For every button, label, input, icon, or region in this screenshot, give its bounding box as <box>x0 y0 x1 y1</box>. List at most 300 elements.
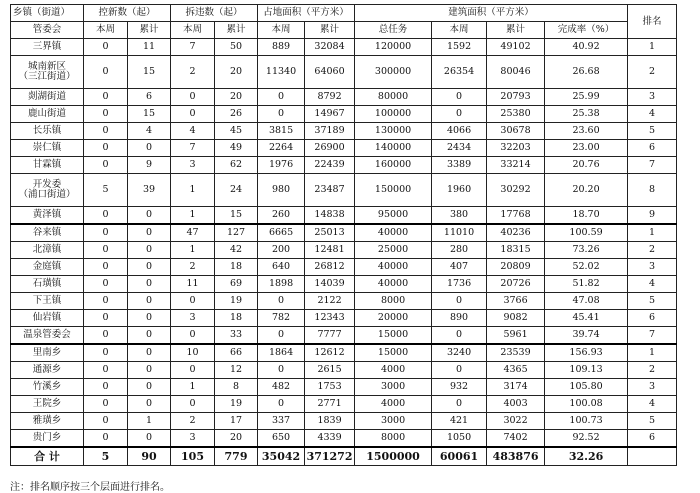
table-header <box>11 5 677 39</box>
completion-rate-cell: 23.60 <box>545 123 628 140</box>
demolish-header: 拆违数（起） <box>171 5 258 22</box>
build-area-week-cell: 4066 <box>432 123 487 140</box>
new-control-cumulative-cell: 0 <box>128 242 171 259</box>
town-name-cell: 三界镇 <box>11 39 84 56</box>
build-area-week-cell: 0 <box>432 362 487 379</box>
land-area-cumulative-cell: 14967 <box>305 106 355 123</box>
town-name-cell: 贵门乡 <box>11 430 84 448</box>
new-control-week-cell: 0 <box>84 396 128 413</box>
total-task-cell: 95000 <box>355 207 432 225</box>
land-area-week-cell: 3815 <box>258 123 305 140</box>
land-area-week-cell: 640 <box>258 259 305 276</box>
footnote: 注：排名顺序按三个层面进行排名。 <box>10 482 170 493</box>
demolish-week-cell: 1 <box>171 174 215 207</box>
build-area-cumulative-cell: 80046 <box>487 56 545 89</box>
rank-cell: 2 <box>628 242 677 259</box>
new-control-week-cell: 0 <box>84 413 128 430</box>
rank-cell: 5 <box>628 293 677 310</box>
table-row <box>11 140 677 157</box>
demolish-week-cell: 0 <box>171 362 215 379</box>
new-control-cumulative-cell: 15 <box>128 56 171 89</box>
table-row <box>11 327 677 345</box>
build-area-week-cell: 0 <box>432 293 487 310</box>
completion-rate-cell: 32.26 <box>545 447 628 466</box>
new-control-cumulative-cell: 0 <box>128 224 171 242</box>
table-row <box>11 362 677 379</box>
new-control-week-cell: 0 <box>84 259 128 276</box>
new-control-week-cell: 0 <box>84 106 128 123</box>
new-control-week-cell: 5 <box>84 447 128 466</box>
table-row <box>11 174 677 207</box>
new-control-cumulative-cell: 1 <box>128 413 171 430</box>
land-area-week-cell: 260 <box>258 207 305 225</box>
new-control-week-cell: 0 <box>84 89 128 106</box>
land-area-week-cell: 980 <box>258 174 305 207</box>
new-control-cumulative-cell: 0 <box>128 310 171 327</box>
land-area-cumulative-cell: 371272 <box>305 447 355 466</box>
town-name-cell: 崇仁镇 <box>11 140 84 157</box>
demolish-week-cell: 2 <box>171 413 215 430</box>
build-area-cumulative-cell: 25380 <box>487 106 545 123</box>
land-area-week-cell: 35042 <box>258 447 305 466</box>
demolish-cumulative-cell: 127 <box>215 224 258 242</box>
demolish-cumulative-cell: 26 <box>215 106 258 123</box>
demolish-week-cell: 105 <box>171 447 215 466</box>
build-area-week-cell: 890 <box>432 310 487 327</box>
land-area-cumulative-cell: 12612 <box>305 344 355 362</box>
new-control-week-cell: 0 <box>84 140 128 157</box>
demolish-cumulative-cell: 17 <box>215 413 258 430</box>
demolish-week-cell: 1 <box>171 379 215 396</box>
demolish-week-cell: 11 <box>171 276 215 293</box>
new-control-week-cell: 0 <box>84 157 128 174</box>
land-area-cumulative-cell: 26900 <box>305 140 355 157</box>
build-area-week-cell: 0 <box>432 89 487 106</box>
table-row <box>11 157 677 174</box>
town-name-cell: 雅璜乡 <box>11 413 84 430</box>
total-task-cell: 40000 <box>355 276 432 293</box>
land-area-week-cell: 1898 <box>258 276 305 293</box>
town-name-cell: 开发委 （浦口街道） <box>11 174 84 207</box>
land-area-cumulative-cell: 22439 <box>305 157 355 174</box>
rank-cell <box>628 447 677 466</box>
total-task-cell: 40000 <box>355 259 432 276</box>
table-row <box>11 396 677 413</box>
total-task-cell: 120000 <box>355 39 432 56</box>
demolition-report-table <box>10 4 677 466</box>
rank-cell: 7 <box>628 327 677 345</box>
rank-cell: 2 <box>628 362 677 379</box>
new-control-week-cell: 0 <box>84 362 128 379</box>
total-task-cell: 140000 <box>355 140 432 157</box>
town-name-cell: 北漳镇 <box>11 242 84 259</box>
total-row <box>11 447 677 466</box>
town-name-cell: 城南新区 （三江街道） <box>11 56 84 89</box>
build-area-week-cell: 380 <box>432 207 487 225</box>
completion-rate-cell: 73.26 <box>545 242 628 259</box>
demolish-week-cell: 0 <box>171 106 215 123</box>
subheader-week: 本周 <box>84 22 128 39</box>
build-area-cumulative-cell: 30292 <box>487 174 545 207</box>
completion-rate-cell: 25.38 <box>545 106 628 123</box>
table-row <box>11 293 677 310</box>
table-row <box>11 106 677 123</box>
demolish-cumulative-cell: 49 <box>215 140 258 157</box>
demolish-cumulative-cell: 62 <box>215 157 258 174</box>
land-area-week-cell: 650 <box>258 430 305 448</box>
build-area-cumulative-cell: 32203 <box>487 140 545 157</box>
demolish-week-cell: 2 <box>171 259 215 276</box>
build-area-week-cell: 0 <box>432 396 487 413</box>
land-area-cumulative-cell: 14838 <box>305 207 355 225</box>
rank-cell: 7 <box>628 157 677 174</box>
rank-cell: 6 <box>628 430 677 448</box>
land-area-week-cell: 0 <box>258 362 305 379</box>
build-area-cumulative-cell: 3766 <box>487 293 545 310</box>
build-area-cumulative-cell: 9082 <box>487 310 545 327</box>
total-task-cell: 4000 <box>355 362 432 379</box>
completion-rate-cell: 40.92 <box>545 39 628 56</box>
completion-rate-cell: 18.70 <box>545 207 628 225</box>
land-area-week-cell: 1976 <box>258 157 305 174</box>
demolish-cumulative-cell: 20 <box>215 89 258 106</box>
table-row <box>11 276 677 293</box>
land-area-week-cell: 0 <box>258 396 305 413</box>
total-task-cell: 4000 <box>355 396 432 413</box>
land-area-cumulative-cell: 1753 <box>305 379 355 396</box>
land-area-week-cell: 2264 <box>258 140 305 157</box>
demolish-cumulative-cell: 69 <box>215 276 258 293</box>
demolish-cumulative-cell: 8 <box>215 379 258 396</box>
table-row <box>11 344 677 362</box>
rank-cell: 1 <box>628 39 677 56</box>
table-row <box>11 379 677 396</box>
new-control-cumulative-cell: 39 <box>128 174 171 207</box>
build-area-week-cell: 280 <box>432 242 487 259</box>
new-control-week-cell: 0 <box>84 293 128 310</box>
land-area-cumulative-cell: 12481 <box>305 242 355 259</box>
table-row <box>11 413 677 430</box>
demolish-week-cell: 1 <box>171 207 215 225</box>
build-area-week-cell: 11010 <box>432 224 487 242</box>
build-area-cumulative-cell: 18315 <box>487 242 545 259</box>
completion-rate-cell: 25.99 <box>545 89 628 106</box>
build-area-cumulative-cell: 20793 <box>487 89 545 106</box>
land-area-cumulative-cell: 2122 <box>305 293 355 310</box>
new-control-cumulative-cell: 0 <box>128 327 171 345</box>
table-body <box>11 39 677 466</box>
rank-cell: 8 <box>628 174 677 207</box>
completion-rate-cell: 100.59 <box>545 224 628 242</box>
demolish-cumulative-cell: 19 <box>215 396 258 413</box>
demolish-cumulative-cell: 45 <box>215 123 258 140</box>
build-area-week-cell: 421 <box>432 413 487 430</box>
land-area-week-cell: 0 <box>258 293 305 310</box>
table-row <box>11 224 677 242</box>
land-area-cumulative-cell: 1839 <box>305 413 355 430</box>
new-control-cumulative-cell: 0 <box>128 293 171 310</box>
rank-cell: 1 <box>628 224 677 242</box>
land-area-week-cell: 200 <box>258 242 305 259</box>
build-area-week-cell: 3240 <box>432 344 487 362</box>
subheader-week: 本周 <box>432 22 487 39</box>
demolish-cumulative-cell: 779 <box>215 447 258 466</box>
total-task-cell: 40000 <box>355 224 432 242</box>
rank-cell: 1 <box>628 344 677 362</box>
land-area-cumulative-cell: 2615 <box>305 362 355 379</box>
new-control-week-cell: 0 <box>84 56 128 89</box>
build-area-cumulative-cell: 3174 <box>487 379 545 396</box>
demolish-cumulative-cell: 12 <box>215 362 258 379</box>
new-control-week-cell: 0 <box>84 123 128 140</box>
new-control-cumulative-cell: 0 <box>128 344 171 362</box>
completion-rate-cell: 156.93 <box>545 344 628 362</box>
build-area-cumulative-cell: 20726 <box>487 276 545 293</box>
build-area-cumulative-cell: 20809 <box>487 259 545 276</box>
town-name-cell: 金庭镇 <box>11 259 84 276</box>
total-task-cell: 80000 <box>355 89 432 106</box>
town-name-cell: 谷来镇 <box>11 224 84 242</box>
rank-cell: 4 <box>628 396 677 413</box>
new-control-cumulative-cell: 0 <box>128 207 171 225</box>
total-task-cell: 15000 <box>355 327 432 345</box>
build-area-cumulative-cell: 23539 <box>487 344 545 362</box>
land-area-week-cell: 11340 <box>258 56 305 89</box>
demolish-cumulative-cell: 42 <box>215 242 258 259</box>
rank-cell: 6 <box>628 140 677 157</box>
total-task-cell: 15000 <box>355 344 432 362</box>
subheader-cumulative: 累计 <box>305 22 355 39</box>
demolish-cumulative-cell: 50 <box>215 39 258 56</box>
demolish-week-cell: 7 <box>171 39 215 56</box>
town-name-cell: 下王镇 <box>11 293 84 310</box>
town-header: 乡镇（街道） <box>11 5 84 22</box>
build-area-cumulative-cell: 49102 <box>487 39 545 56</box>
rank-cell: 3 <box>628 259 677 276</box>
total-task-cell: 8000 <box>355 293 432 310</box>
demolish-week-cell: 3 <box>171 157 215 174</box>
total-task-cell: 20000 <box>355 310 432 327</box>
new-control-cumulative-cell: 0 <box>128 276 171 293</box>
build-area-cumulative-cell: 4365 <box>487 362 545 379</box>
build-area-week-cell: 1050 <box>432 430 487 448</box>
table-row <box>11 56 677 89</box>
build-area-week-cell: 1960 <box>432 174 487 207</box>
build-area-cumulative-cell: 7402 <box>487 430 545 448</box>
demolish-cumulative-cell: 18 <box>215 310 258 327</box>
completion-rate-cell: 23.00 <box>545 140 628 157</box>
build-area-week-cell: 1592 <box>432 39 487 56</box>
rank-cell: 4 <box>628 276 677 293</box>
demolish-week-cell: 0 <box>171 89 215 106</box>
new-control-cumulative-cell: 0 <box>128 259 171 276</box>
build-area-cumulative-cell: 40236 <box>487 224 545 242</box>
demolish-cumulative-cell: 24 <box>215 174 258 207</box>
rank-cell: 4 <box>628 106 677 123</box>
completion-rate-cell: 105.80 <box>545 379 628 396</box>
land-area-header: 占地面积（平方米） <box>258 5 355 22</box>
new-control-cumulative-cell: 11 <box>128 39 171 56</box>
completion-rate-cell: 47.08 <box>545 293 628 310</box>
new-control-week-cell: 0 <box>84 327 128 345</box>
build-area-week-cell: 3389 <box>432 157 487 174</box>
build-area-week-cell: 2434 <box>432 140 487 157</box>
new-control-week-cell: 0 <box>84 430 128 448</box>
subheader-cumulative: 累计 <box>215 22 258 39</box>
completion-rate-cell: 100.08 <box>545 396 628 413</box>
land-area-week-cell: 6665 <box>258 224 305 242</box>
build-area-cumulative-cell: 33214 <box>487 157 545 174</box>
build-area-week-cell: 0 <box>432 106 487 123</box>
town-name-cell: 仙岩镇 <box>11 310 84 327</box>
completion-rate-cell: 20.76 <box>545 157 628 174</box>
demolish-week-cell: 3 <box>171 310 215 327</box>
build-area-week-cell: 60061 <box>432 447 487 466</box>
land-area-week-cell: 482 <box>258 379 305 396</box>
new-control-cumulative-cell: 0 <box>128 379 171 396</box>
town-name-cell: 王院乡 <box>11 396 84 413</box>
table-row <box>11 39 677 56</box>
land-area-cumulative-cell: 7777 <box>305 327 355 345</box>
town-header-sub: 管委会 <box>11 22 84 39</box>
demolish-week-cell: 4 <box>171 123 215 140</box>
demolish-week-cell: 0 <box>171 293 215 310</box>
build-area-week-cell: 932 <box>432 379 487 396</box>
land-area-week-cell: 0 <box>258 327 305 345</box>
new-control-week-cell: 0 <box>84 344 128 362</box>
table-row <box>11 123 677 140</box>
table-row <box>11 207 677 225</box>
land-area-week-cell: 1864 <box>258 344 305 362</box>
rank-cell: 3 <box>628 379 677 396</box>
town-name-cell: 温泉管委会 <box>11 327 84 345</box>
demolish-week-cell: 47 <box>171 224 215 242</box>
build-area-cumulative-cell: 17768 <box>487 207 545 225</box>
rank-cell: 3 <box>628 89 677 106</box>
new-control-cumulative-cell: 0 <box>128 140 171 157</box>
new-control-cumulative-cell: 4 <box>128 123 171 140</box>
build-area-cumulative-cell: 30678 <box>487 123 545 140</box>
demolish-cumulative-cell: 33 <box>215 327 258 345</box>
table-row <box>11 430 677 448</box>
subheader-cumulative: 累计 <box>487 22 545 39</box>
demolish-week-cell: 2 <box>171 56 215 89</box>
new-control-week-cell: 0 <box>84 224 128 242</box>
land-area-cumulative-cell: 64060 <box>305 56 355 89</box>
rank-header: 排名 <box>628 5 677 39</box>
subheader-cumulative: 累计 <box>128 22 171 39</box>
table-row <box>11 310 677 327</box>
demolish-cumulative-cell: 20 <box>215 430 258 448</box>
demolish-cumulative-cell: 18 <box>215 259 258 276</box>
land-area-cumulative-cell: 23487 <box>305 174 355 207</box>
demolish-week-cell: 1 <box>171 242 215 259</box>
report-table-container <box>10 4 676 466</box>
land-area-week-cell: 0 <box>258 106 305 123</box>
town-name-cell: 长乐镇 <box>11 123 84 140</box>
total-task-cell: 130000 <box>355 123 432 140</box>
completion-rate-cell: 109.13 <box>545 362 628 379</box>
town-name-cell: 黄泽镇 <box>11 207 84 225</box>
new-control-week-cell: 0 <box>84 39 128 56</box>
demolish-week-cell: 0 <box>171 327 215 345</box>
total-task-cell: 3000 <box>355 379 432 396</box>
total-task-cell: 1500000 <box>355 447 432 466</box>
completion-rate-cell: 26.68 <box>545 56 628 89</box>
rank-cell: 9 <box>628 207 677 225</box>
total-task-cell: 25000 <box>355 242 432 259</box>
town-name-cell: 鹿山街道 <box>11 106 84 123</box>
new-control-cumulative-cell: 6 <box>128 89 171 106</box>
land-area-cumulative-cell: 14039 <box>305 276 355 293</box>
land-area-week-cell: 782 <box>258 310 305 327</box>
subheader-week: 本周 <box>171 22 215 39</box>
build-area-week-cell: 26354 <box>432 56 487 89</box>
demolish-week-cell: 0 <box>171 396 215 413</box>
demolish-week-cell: 7 <box>171 140 215 157</box>
land-area-cumulative-cell: 2771 <box>305 396 355 413</box>
build-area-cumulative-cell: 4003 <box>487 396 545 413</box>
new-control-week-cell: 5 <box>84 174 128 207</box>
build-area-week-cell: 0 <box>432 327 487 345</box>
total-task-cell: 3000 <box>355 413 432 430</box>
land-area-cumulative-cell: 25013 <box>305 224 355 242</box>
subheader-week: 本周 <box>258 22 305 39</box>
town-name-cell: 竹溪乡 <box>11 379 84 396</box>
new-control-cumulative-cell: 0 <box>128 362 171 379</box>
new-control-week-cell: 0 <box>84 242 128 259</box>
land-area-cumulative-cell: 12343 <box>305 310 355 327</box>
land-area-cumulative-cell: 32084 <box>305 39 355 56</box>
build-area-cumulative-cell: 3022 <box>487 413 545 430</box>
town-name-cell: 甘霖镇 <box>11 157 84 174</box>
new-control-cumulative-cell: 0 <box>128 396 171 413</box>
completion-rate-cell: 20.20 <box>545 174 628 207</box>
completion-rate-cell: 51.82 <box>545 276 628 293</box>
demolish-cumulative-cell: 66 <box>215 344 258 362</box>
completion-rate-cell: 92.52 <box>545 430 628 448</box>
demolish-week-cell: 10 <box>171 344 215 362</box>
town-name-cell: 里南乡 <box>11 344 84 362</box>
demolish-cumulative-cell: 15 <box>215 207 258 225</box>
land-area-week-cell: 0 <box>258 89 305 106</box>
town-name-cell: 剡湖街道 <box>11 89 84 106</box>
land-area-cumulative-cell: 8792 <box>305 89 355 106</box>
subheader-completion-rate: 完成率（%） <box>545 22 628 39</box>
land-area-cumulative-cell: 4339 <box>305 430 355 448</box>
build-area-header: 建筑面积（平方米） <box>355 5 628 22</box>
rank-cell: 5 <box>628 123 677 140</box>
completion-rate-cell: 45.41 <box>545 310 628 327</box>
land-area-cumulative-cell: 26812 <box>305 259 355 276</box>
completion-rate-cell: 100.73 <box>545 413 628 430</box>
total-task-cell: 100000 <box>355 106 432 123</box>
town-name-cell: 合 计 <box>11 447 84 466</box>
demolish-week-cell: 3 <box>171 430 215 448</box>
new-control-header: 控新数（起） <box>84 5 171 22</box>
total-task-cell: 160000 <box>355 157 432 174</box>
subheader-total-task: 总任务 <box>355 22 432 39</box>
table-row <box>11 89 677 106</box>
town-name-cell: 通源乡 <box>11 362 84 379</box>
land-area-cumulative-cell: 37189 <box>305 123 355 140</box>
demolish-cumulative-cell: 20 <box>215 56 258 89</box>
rank-cell: 6 <box>628 310 677 327</box>
new-control-cumulative-cell: 15 <box>128 106 171 123</box>
town-name-cell: 石璜镇 <box>11 276 84 293</box>
total-task-cell: 300000 <box>355 56 432 89</box>
new-control-cumulative-cell: 0 <box>128 430 171 448</box>
